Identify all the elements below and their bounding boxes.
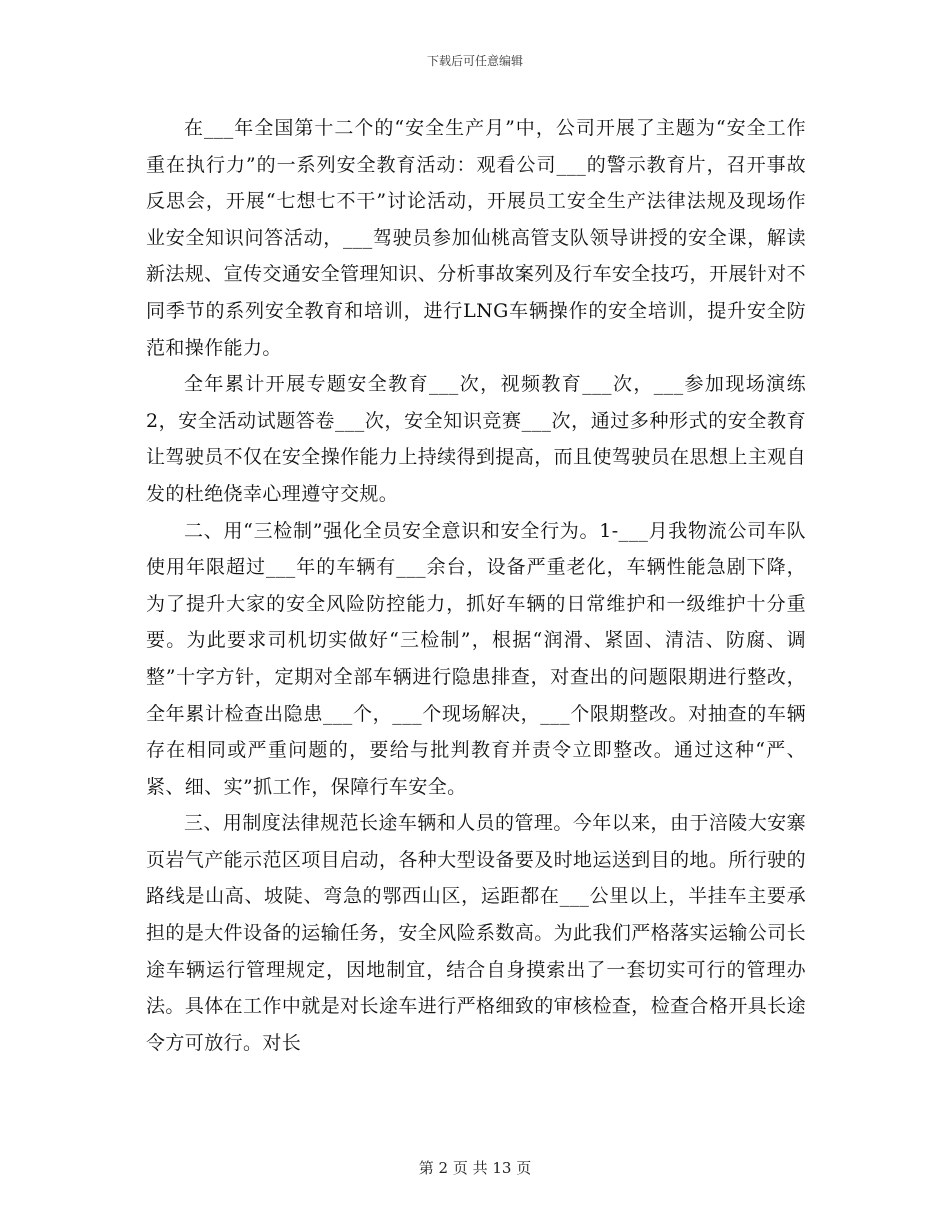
page-footer: 第 2 页 共 13 页 <box>418 1159 532 1177</box>
paragraph-safety-month: 在___年全国第十二个的“安全生产月”中，公司开展了主题为“安全工作重在执行力”的一系列安全教育活动：观看公司___的警示教育片，召开事故反思会，开展“七想七不干”讨论活动，开展员工安全生产法律法规及现场作业安全知识问答活动，___驾驶员参加仙桃高管支队领导讲授的安全课，解读新法规、宣传交通安全管理知识、分析事故案列及行车安全技巧，开展针对不同季节的系列安全教育和培训，进行LNG车辆操作的安全培训，提升安全防范和操作能力。 <box>146 117 806 359</box>
document-body <box>146 110 806 1061</box>
paragraph-education-stats: 全年累计开展专题安全教育___次，视频教育___次，___参加现场演练2，安全活动试题答卷___次，安全知识竞赛___次，通过多种形式的安全教育让驾驶员不仅在安全操作能力上持续得到提高，而且使驾驶员在思想上主观自发的杜绝侥幸心理遵守交规。 <box>146 373 806 505</box>
paragraph-long-distance-management: 三、用制度法律规范长途车辆和人员的管理。今年以来，由于涪陵大安寨页岩气产能示范区项目启动，各种大型设备要及时地运送到目的地。所行驶的路线是山高、坡陡、弯急的鄂西山区，运距都在___公里以上，半挂车主要承担的是大件设备的运输任务，安全风险系数高。为此我们严格落实运输公司长途车辆运行管理规定，因地制宜，结合自身摸索出了一套切实可行的管理办法。具体在工作中就是对长途车进行严格细致的审核检查，检查合格开具长途令方可放行。对长 <box>146 812 806 1054</box>
paragraph-three-inspections: 二、用“三检制”强化全员安全意识和安全行为。1-___月我物流公司车队使用年限超过___年的车辆有___余台，设备严重老化，车辆性能急剧下降，为了提升大家的安全风险防控能力，抓好车辆的日常维护和一级维护十分重要。为此要求司机切实做好“三检制”，根据“润滑、紧固、清洁、防腐、调整”十字方针，定期对全部车辆进行隐患排查，对查出的问题限期进行整改，全年累计检查出隐患___个，___个现场解决，___个限期整改。对抽查的车辆存在相同或严重问题的，要给与批判教育并责令立即整改。通过这种“严、紧、细、实”抓工作，保障行车安全。 <box>146 519 806 798</box>
page-header: 下载后可任意编辑 <box>426 54 523 68</box>
